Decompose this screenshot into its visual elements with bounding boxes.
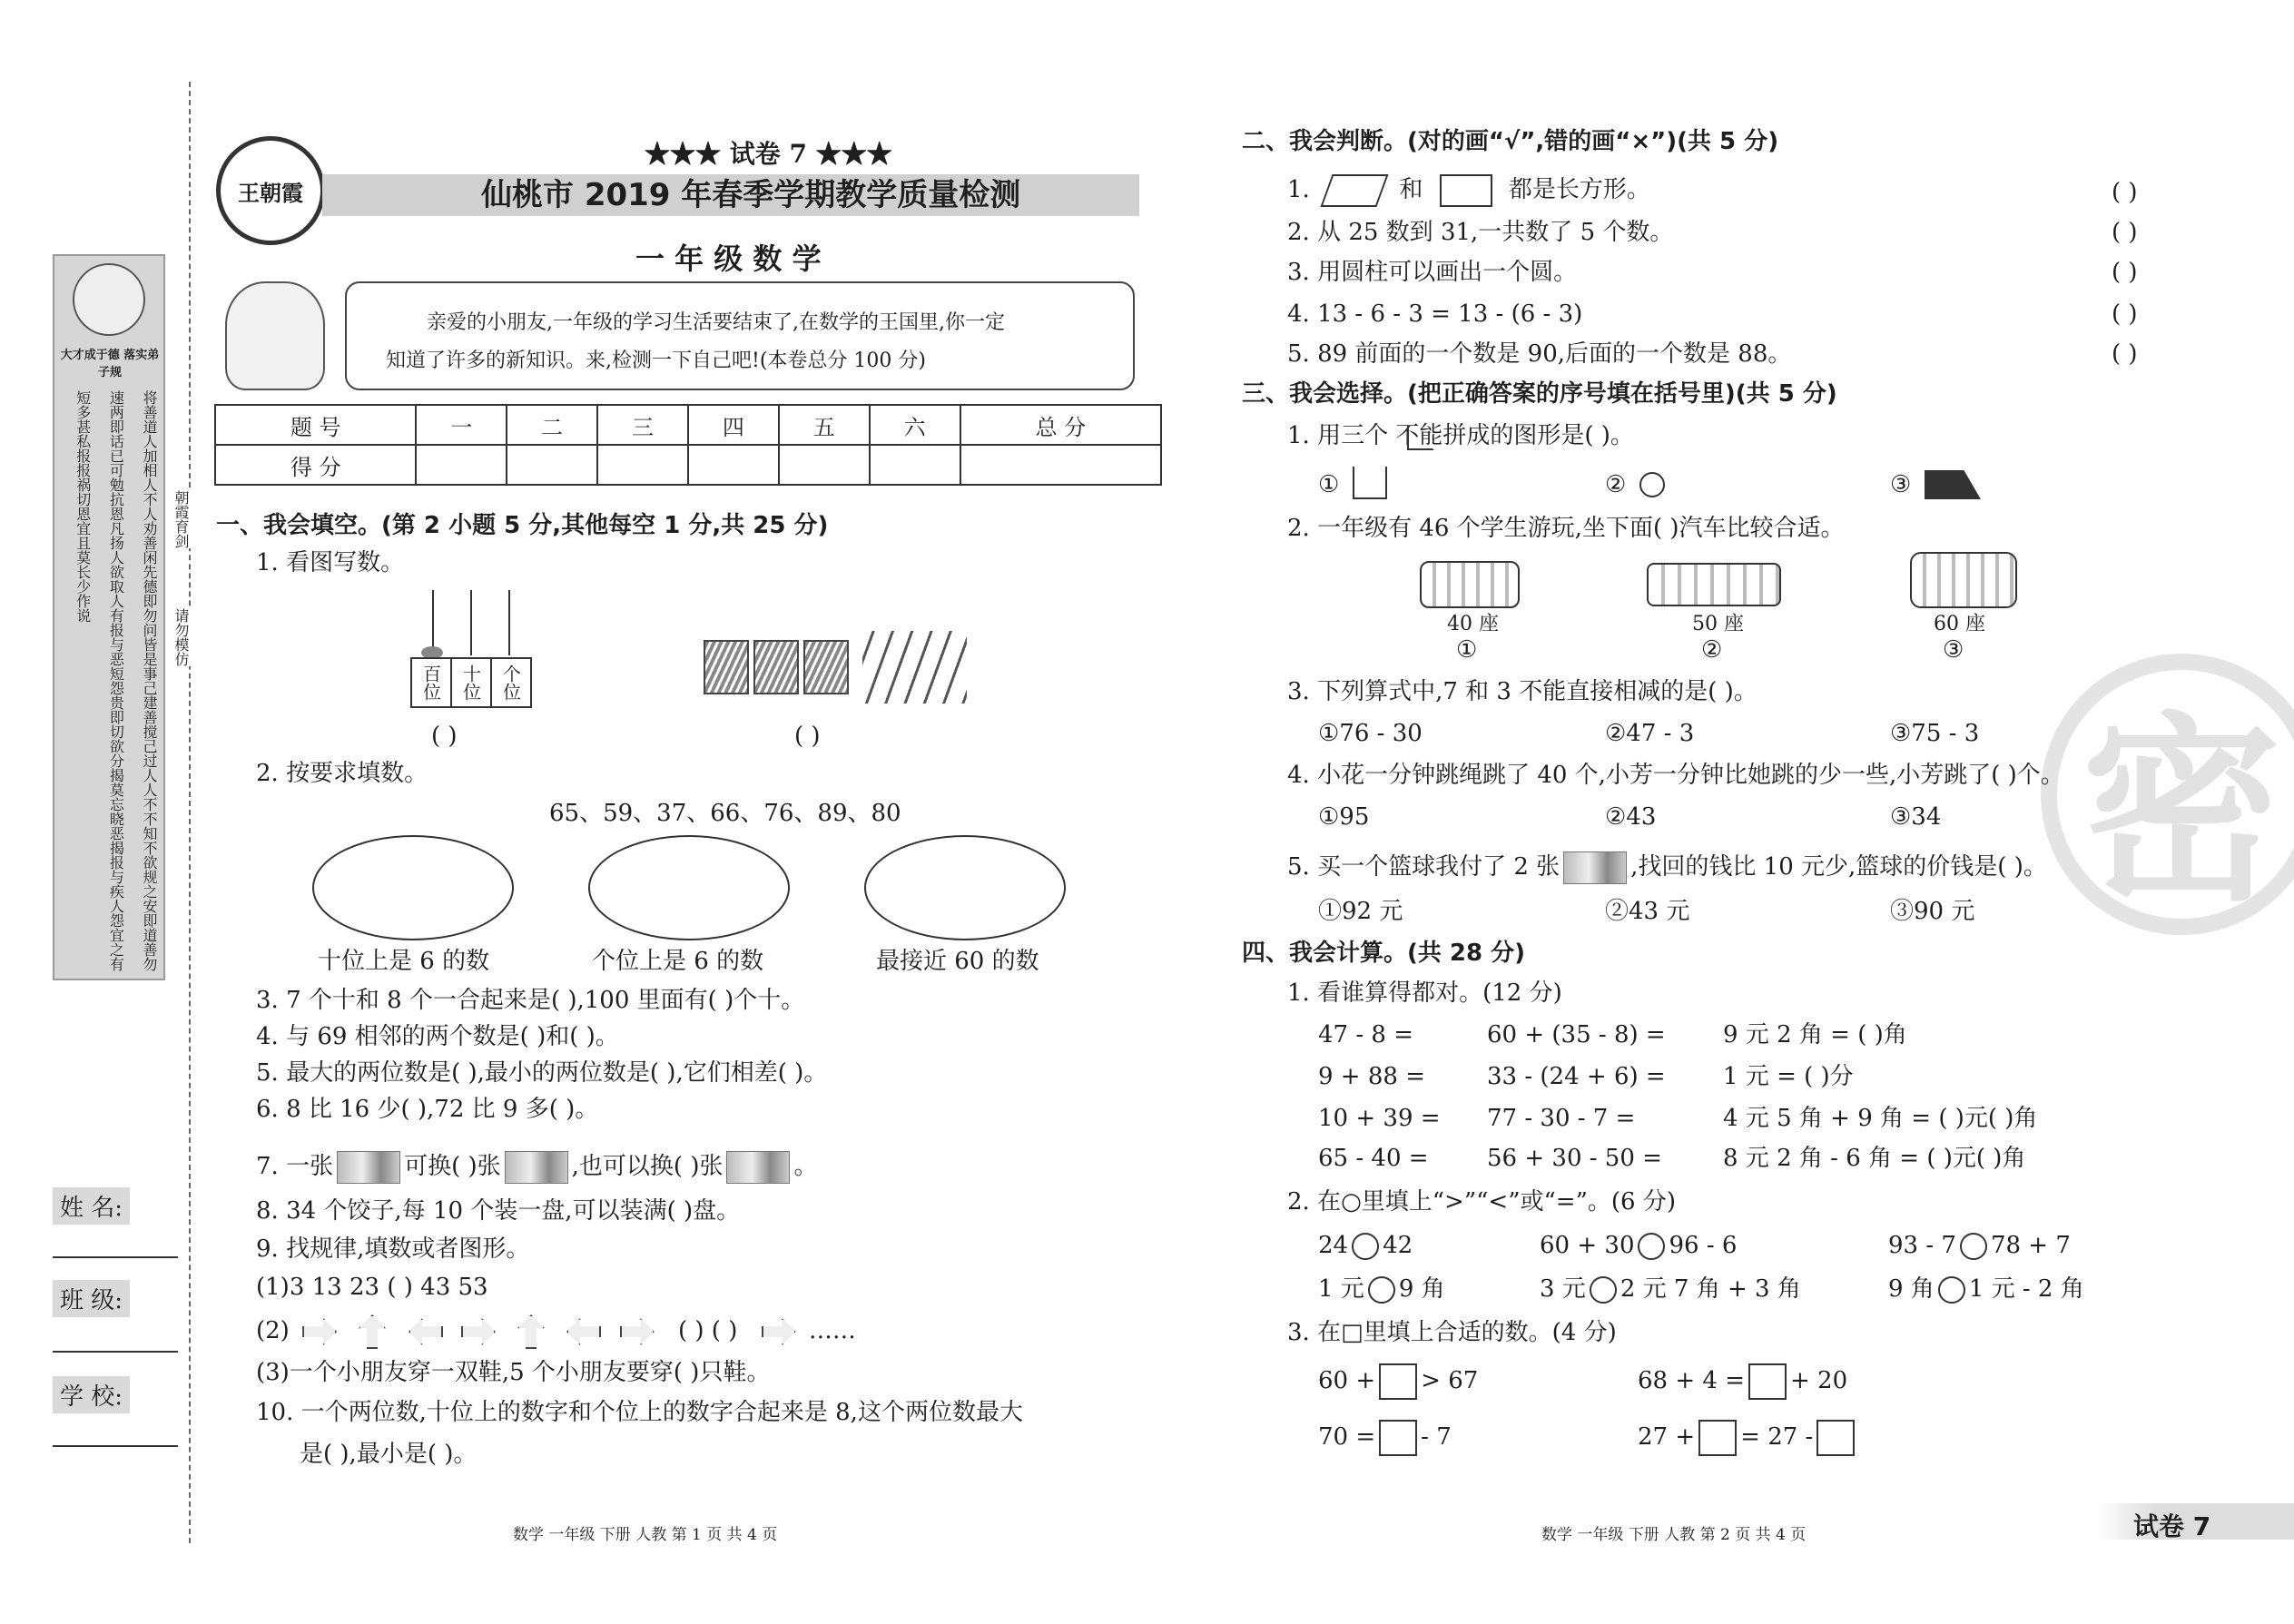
arrow-right-icon bbox=[461, 1318, 496, 1345]
calc-cell: 9 + 88 = bbox=[1318, 1063, 1425, 1090]
oval-label: 最接近 60 的数 bbox=[876, 948, 1039, 975]
s1-q1-blank-b[interactable]: ( ) bbox=[794, 723, 821, 750]
intro-scroll bbox=[345, 281, 1135, 390]
cmp-right: 1 元 - 2 角 bbox=[1968, 1275, 2084, 1303]
s3-q4-opt[interactable]: ①95 bbox=[1318, 803, 1370, 831]
s1-q2: 2. 按要求填数。 bbox=[256, 760, 428, 787]
score-cell[interactable] bbox=[960, 445, 1161, 485]
compare-item bbox=[1318, 1275, 1445, 1304]
arrow-right-icon bbox=[620, 1318, 655, 1345]
fill-box[interactable] bbox=[1816, 1420, 1855, 1456]
watermark-text: 密 bbox=[2081, 693, 2281, 928]
s3-q1-opt[interactable]: ② bbox=[1605, 471, 1627, 498]
bus-num[interactable]: ③ bbox=[1943, 636, 1964, 664]
s3-q4: 4. 小花一分钟跳绳跳了 40 个,小芳一分钟比她跳的少一些,小芳跳了( )个。 bbox=[1287, 762, 2064, 789]
page-title: 仙桃市 2019 年春季学期教学质量检测 bbox=[481, 177, 1021, 213]
s2-answer[interactable]: ( ) bbox=[2112, 179, 2138, 206]
binding-line bbox=[189, 82, 191, 1543]
series-text: 试卷 7 bbox=[729, 139, 807, 169]
s1-q9-2-blanks[interactable]: ( ) ( ) bbox=[677, 1317, 738, 1344]
motto-col: 己过人人 bbox=[141, 739, 158, 797]
oval-tens-6[interactable] bbox=[312, 835, 514, 940]
score-cell[interactable] bbox=[870, 445, 960, 485]
compare-item bbox=[1540, 1275, 1801, 1304]
cmp-left: 1 元 bbox=[1318, 1275, 1364, 1303]
score-header-cell: 六 bbox=[870, 405, 960, 445]
cmp-right: 78 + 7 bbox=[1990, 1232, 2071, 1259]
bus-label: 50 座 bbox=[1692, 613, 1744, 635]
watermark-seal bbox=[2041, 654, 2294, 935]
bus-60-icon bbox=[1910, 552, 2017, 608]
s4-q2: 2. 在○里填上“>”“<”或“=”。(6 分) bbox=[1287, 1188, 1676, 1216]
box-left: 60 + bbox=[1318, 1367, 1376, 1394]
score-cell[interactable] bbox=[507, 445, 597, 485]
compare-circle[interactable] bbox=[1960, 1233, 1987, 1260]
oval-label: 个位上是 6 的数 bbox=[592, 948, 764, 975]
motto-col: 短多甚私 bbox=[74, 390, 92, 448]
calc-cell: 65 - 40 = bbox=[1318, 1145, 1429, 1172]
s1-q7-d: 。 bbox=[793, 1153, 818, 1180]
trapezoid-shape-icon bbox=[1925, 470, 1981, 499]
calc-cell: 4 元 5 角 + 9 角 = ( )元( )角 bbox=[1723, 1105, 2038, 1132]
box-right: + 20 bbox=[1790, 1367, 1848, 1394]
fill-box[interactable] bbox=[1379, 1363, 1417, 1400]
motto-columns bbox=[60, 390, 160, 971]
series-label: ★★★ 试卷 7 ★★★ bbox=[645, 139, 892, 169]
bus-num[interactable]: ① bbox=[1456, 636, 1478, 664]
s3-q3-opt[interactable]: ①76 - 30 bbox=[1318, 720, 1423, 747]
score-cell[interactable] bbox=[688, 445, 779, 485]
s1-q1-blank-a[interactable]: ( ) bbox=[431, 723, 458, 750]
box-item bbox=[1318, 1363, 1478, 1400]
s1-q2-numbers: 65、59、37、66、76、89、80 bbox=[549, 800, 901, 827]
calc-cell: 56 + 30 - 50 = bbox=[1487, 1145, 1662, 1172]
abacus bbox=[410, 590, 532, 708]
motto-col: 问皆是事 bbox=[141, 623, 158, 681]
fill-box[interactable] bbox=[1698, 1420, 1737, 1456]
footer-badge: 试卷 7 bbox=[2133, 1511, 2211, 1541]
s2-answer[interactable]: ( ) bbox=[2112, 259, 2138, 286]
calc-cell: 9 元 2 角 = ( )角 bbox=[1723, 1021, 1907, 1048]
score-header-cell: 一 bbox=[416, 405, 507, 445]
motto-col: 人劝善闲 bbox=[141, 507, 158, 565]
bus-num[interactable]: ② bbox=[1701, 636, 1723, 664]
cmp-right: 2 元 7 角 + 3 角 bbox=[1620, 1275, 1801, 1303]
fill-box[interactable] bbox=[1748, 1363, 1787, 1400]
motto-col: 恩宜且莫 bbox=[74, 507, 92, 565]
motto-col: 己建善搅 bbox=[141, 681, 158, 739]
motto-col: 报与疾人 bbox=[107, 855, 125, 913]
score-cell[interactable] bbox=[597, 445, 688, 485]
box-right: - 7 bbox=[1421, 1423, 1452, 1451]
cmp-right: 42 bbox=[1383, 1232, 1413, 1259]
score-cell[interactable] bbox=[779, 445, 870, 485]
motto-col: 先德即勿 bbox=[141, 565, 158, 623]
s2-answer[interactable]: ( ) bbox=[2112, 340, 2138, 368]
logo-badge bbox=[216, 136, 325, 245]
section4-title: 四、我会计算。(共 28 分) bbox=[1242, 940, 1526, 967]
rectangle-icon bbox=[1440, 174, 1492, 207]
intro-line-2: 知道了许多的新知识。来,检测一下自己吧!(本卷总分 100 分) bbox=[386, 349, 926, 372]
s3-q5-opt[interactable]: ③90 元 bbox=[1890, 898, 1975, 925]
banknote-100-icon bbox=[337, 1151, 400, 1184]
banknote-50-icon bbox=[1563, 851, 1627, 884]
s3-q1: 1. 用三个 不能拼成的图形是( )。 bbox=[1287, 422, 1634, 449]
abacus-label: 个位 bbox=[499, 664, 522, 701]
s1-q7-a: 7. 一张 bbox=[256, 1153, 334, 1180]
s3-q3: 3. 下列算式中,7 和 3 不能直接相减的是( )。 bbox=[1287, 678, 1757, 705]
bus-50-icon bbox=[1647, 563, 1781, 606]
score-header-cell: 三 bbox=[597, 405, 688, 445]
calc-cell: 77 - 30 - 7 = bbox=[1487, 1105, 1636, 1132]
abacus-label: 十位 bbox=[452, 659, 492, 706]
section3-title: 三、我会选择。(把正确答案的序号填在括号里)(共 5 分) bbox=[1242, 380, 1837, 408]
calc-cell: 8 元 2 角 - 6 角 = ( )元( )角 bbox=[1723, 1145, 2026, 1172]
s2-item-4: 4. 13 - 6 - 3 = 13 - (6 - 3) bbox=[1287, 300, 1583, 328]
s3-q5-opt[interactable]: ①92 元 bbox=[1318, 898, 1403, 925]
s3-q1-opt[interactable]: ③ bbox=[1890, 471, 1912, 498]
s1-q7 bbox=[256, 1151, 817, 1184]
cmp-right: 96 - 6 bbox=[1669, 1232, 1738, 1259]
motto-col: 即道善勿 bbox=[141, 913, 158, 971]
score-table bbox=[214, 404, 1162, 486]
compare-circle[interactable] bbox=[1352, 1233, 1379, 1260]
s1-q10-a: 10. 一个两位数,十位上的数字和个位上的数字合起来是 8,这个两位数最大 bbox=[256, 1399, 1023, 1426]
score-header-cell: 总 分 bbox=[960, 405, 1161, 445]
box-left: 68 + 4 = bbox=[1638, 1367, 1745, 1394]
oval-label: 十位上是 6 的数 bbox=[318, 948, 490, 975]
cmp-right: 9 角 bbox=[1398, 1275, 1445, 1303]
motto-col: 欲规之安 bbox=[141, 855, 158, 913]
cmp-left: 3 元 bbox=[1540, 1275, 1586, 1303]
s3-q1-opt[interactable]: ① bbox=[1318, 471, 1340, 498]
score-header-cell: 题 号 bbox=[215, 405, 416, 445]
bus-label: 40 座 bbox=[1447, 613, 1499, 635]
motto-col: 报与恶短 bbox=[107, 623, 125, 681]
s1-q3: 3. 7 个十和 8 个一合起来是( ),100 里面有( )个十。 bbox=[256, 987, 805, 1014]
score-cell[interactable] bbox=[416, 445, 507, 485]
section1-title: 一、我会填空。(第 2 小题 5 分,其他每空 1 分,共 25 分) bbox=[216, 512, 829, 539]
scholar-icon bbox=[73, 263, 145, 336]
box-item bbox=[1638, 1363, 1847, 1400]
class-label: 班 级: bbox=[53, 1280, 130, 1317]
s3-q5-opt[interactable]: ②43 元 bbox=[1605, 898, 1690, 925]
motto-col: 怨宜之有 bbox=[107, 913, 125, 971]
bus-label: 60 座 bbox=[1934, 613, 1985, 635]
s1-q9-2-dots: …… bbox=[808, 1317, 856, 1344]
s1-q9-2-prefix: (2) bbox=[256, 1317, 290, 1344]
parallelogram-icon bbox=[1321, 174, 1389, 207]
s1-q4: 4. 与 69 相邻的两个数是( )和( )。 bbox=[256, 1023, 619, 1050]
s1-q9-3: (3)一个小朋友穿一双鞋,5 个小朋友要穿( )只鞋。 bbox=[256, 1359, 771, 1386]
score-header-cell: 五 bbox=[779, 405, 870, 445]
cmp-left: 9 角 bbox=[1888, 1275, 1935, 1303]
footer-left: 数学 一年级 下册 人教 第 1 页 共 4 页 bbox=[513, 1526, 778, 1544]
s3-q5 bbox=[1287, 851, 2047, 884]
abacus-label: 百位 bbox=[412, 659, 452, 706]
s1-q9: 9. 找规律,填数或者图形。 bbox=[256, 1235, 530, 1263]
s3-q5-b: ,找回的钱比 10 元少,篮球的价钱是( )。 bbox=[1630, 853, 2047, 881]
motto-col: 欲取人有 bbox=[107, 565, 125, 623]
box-right: > 67 bbox=[1421, 1367, 1479, 1394]
banknote-20-icon bbox=[726, 1151, 790, 1184]
calc-cell: 60 + (35 - 8) = bbox=[1487, 1021, 1666, 1048]
compare-item bbox=[1888, 1231, 2071, 1260]
compare-circle[interactable] bbox=[1638, 1233, 1665, 1260]
page-subtitle: 一 年 级 数 学 bbox=[635, 241, 822, 276]
s4-q1: 1. 看谁算得都对。(12 分) bbox=[1287, 979, 1562, 1007]
cmp-left: 93 - 7 bbox=[1888, 1232, 1956, 1259]
compare-item bbox=[1888, 1275, 2084, 1304]
oval-ones-6[interactable] bbox=[588, 835, 790, 940]
s1-q5: 5. 最大的两位数是( ),最小的两位数是( ),它们相差( )。 bbox=[256, 1059, 828, 1087]
circle-shape-icon bbox=[1639, 472, 1665, 497]
school-line[interactable] bbox=[53, 1445, 178, 1447]
s3-q4-opt[interactable]: ③34 bbox=[1890, 803, 1942, 831]
box-left: 27 + bbox=[1638, 1423, 1696, 1451]
bus-40-icon bbox=[1420, 561, 1520, 608]
s3-q5-a: 5. 买一个篮球我付了 2 张 bbox=[1287, 853, 1561, 881]
motto-col: 已可勉抗 bbox=[107, 448, 125, 507]
s1-q8: 8. 34 个饺子,每 10 个装一盘,可以装满( )盘。 bbox=[256, 1197, 741, 1225]
s4-q3: 3. 在□里填上合适的数。(4 分) bbox=[1287, 1319, 1617, 1346]
s2-answer[interactable]: ( ) bbox=[2112, 300, 2138, 328]
compare-circle[interactable] bbox=[1368, 1276, 1395, 1304]
fill-box[interactable] bbox=[1379, 1420, 1417, 1456]
motto-col: 加相人不 bbox=[141, 448, 158, 507]
section2-title: 二、我会判断。(对的画“√”,错的画“×”)(共 5 分) bbox=[1242, 128, 1779, 155]
arrow-up-icon bbox=[359, 1314, 386, 1349]
calc-cell: 1 元 = ( )分 bbox=[1723, 1063, 1854, 1090]
compare-item bbox=[1540, 1231, 1737, 1260]
side-note-1: 朝霞育剑 bbox=[172, 490, 190, 548]
calc-cell: 10 + 39 = bbox=[1318, 1105, 1441, 1132]
s2-item-5: 5. 89 前面的一个数是 90,后面的一个数是 88。 bbox=[1287, 340, 1792, 368]
s2-item-2: 2. 从 25 数到 31,一共数了 5 个数。 bbox=[1287, 219, 1674, 246]
score-header-cell: 二 bbox=[507, 405, 597, 445]
s1-q9-1: (1)3 13 23 ( ) 43 53 bbox=[256, 1274, 488, 1301]
s3-q3-opt[interactable]: ②47 - 3 bbox=[1605, 720, 1695, 747]
motto-col: 恩凡扬人 bbox=[107, 507, 125, 565]
arrow-right-icon bbox=[302, 1318, 337, 1345]
school-label: 学 校: bbox=[53, 1376, 130, 1413]
name-line[interactable] bbox=[53, 1256, 178, 1258]
s1-q7-b: 可换( )张 bbox=[404, 1153, 501, 1180]
calc-cell: 33 - (24 + 6) = bbox=[1487, 1063, 1666, 1090]
sticks-bundles bbox=[704, 631, 967, 704]
compare-circle[interactable] bbox=[1938, 1276, 1965, 1304]
s2-q1-and: 和 bbox=[1399, 176, 1423, 203]
cmp-left: 24 bbox=[1318, 1232, 1349, 1259]
compare-item bbox=[1318, 1231, 1413, 1260]
motto-col: 速两即话 bbox=[107, 390, 125, 448]
oval-near-60[interactable] bbox=[864, 835, 1066, 940]
teacher-icon bbox=[225, 281, 325, 390]
motto-col: 欲分揭莫 bbox=[107, 739, 125, 797]
cmp-left: 60 + 30 bbox=[1540, 1232, 1635, 1259]
s1-q9-2 bbox=[256, 1316, 856, 1345]
s3-q3-opt[interactable]: ③75 - 3 bbox=[1890, 720, 1980, 747]
box-item bbox=[1318, 1420, 1452, 1456]
s3-q4-opt[interactable]: ②43 bbox=[1605, 803, 1657, 831]
compare-circle[interactable] bbox=[1590, 1276, 1617, 1304]
motto-col: 报报祸切 bbox=[74, 448, 92, 507]
motto-col: 忘晓恶揭 bbox=[107, 797, 125, 855]
banknote-50-icon bbox=[505, 1151, 568, 1184]
s1-q10-b: 是( ),最小是( )。 bbox=[300, 1441, 478, 1468]
s1-q7-c: ,也可以换( )张 bbox=[571, 1153, 724, 1180]
calc-cell: 47 - 8 = bbox=[1318, 1021, 1413, 1048]
arrow-left-icon bbox=[566, 1318, 601, 1345]
arrow-right-icon bbox=[762, 1318, 796, 1345]
side-note-2: 请勿模仿 bbox=[172, 608, 190, 666]
s2-item-3: 3. 用圆柱可以画出一个圆。 bbox=[1287, 259, 1578, 286]
motto-col: 长少作说 bbox=[74, 565, 92, 623]
score-row-label: 得 分 bbox=[215, 445, 416, 485]
footer-right: 数学 一年级 下册 人教 第 2 页 共 4 页 bbox=[1541, 1526, 1807, 1544]
score-header-cell: 四 bbox=[688, 405, 779, 445]
box-right: = 27 - bbox=[1740, 1423, 1814, 1451]
s2-item-1: 1. 和 都是长方形。 bbox=[1287, 174, 1650, 207]
s2-answer[interactable]: ( ) bbox=[2112, 219, 2138, 246]
motto-col: 不不知不 bbox=[141, 797, 158, 855]
arrow-up-icon bbox=[517, 1314, 545, 1349]
envelope-shape-icon bbox=[1353, 467, 1387, 499]
s2-q1-rest: 都是长方形。 bbox=[1508, 176, 1650, 203]
arrow-left-icon bbox=[409, 1318, 443, 1345]
name-label: 姓 名: bbox=[53, 1187, 130, 1225]
s1-q6: 6. 8 比 16 少( ),72 比 9 多( )。 bbox=[256, 1096, 599, 1123]
class-line[interactable] bbox=[53, 1351, 178, 1353]
motto-col: 怨贵即切 bbox=[107, 681, 125, 739]
s3-q2: 2. 一年级有 46 个学生游玩,坐下面( )汽车比较合适。 bbox=[1287, 515, 1845, 542]
box-left: 70 = bbox=[1318, 1423, 1376, 1451]
motto-top: 大才成于德 落实弟子规 bbox=[60, 349, 160, 379]
box-item bbox=[1638, 1420, 1858, 1456]
logo-text: 王朝霞 bbox=[238, 179, 303, 206]
motto-col: 将善道人 bbox=[141, 390, 158, 448]
intro-line-1: 亲爱的小朋友,一年级的学习生活要结束了,在数学的王国里,你一定 bbox=[427, 311, 1005, 334]
s1-q1: 1. 看图写数。 bbox=[256, 549, 405, 576]
